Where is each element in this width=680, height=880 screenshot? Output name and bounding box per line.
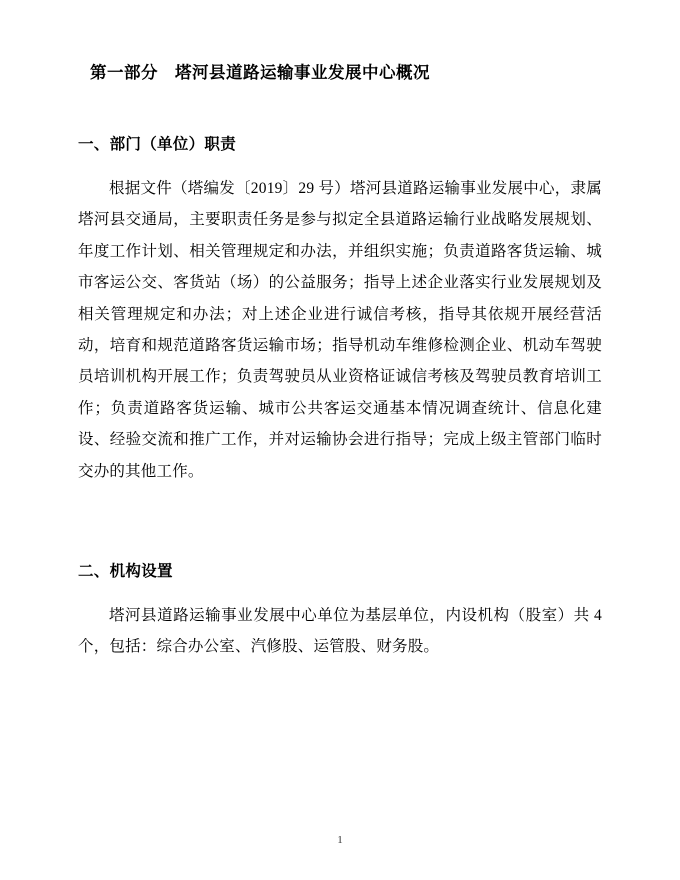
section-heading-duties: 一、部门（单位）职责 [78, 136, 237, 154]
page-number: 1 [337, 834, 343, 846]
section-heading-organization: 二、机构设置 [78, 563, 173, 581]
section-paragraph-organization: 塔河县道路运输事业发展中心单位为基层单位，内设机构（股室）共 4 个，包括：综合办公室、汽修股、运管股、财务股。 [78, 606, 602, 656]
page-title: 第一部分 塔河县道路运输事业发展中心概况 [90, 63, 430, 82]
section-paragraph-duties: 根据文件（塔编发〔2019〕29 号）塔河县道路运输事业发展中心，隶属塔河县交通局，主要职责任务是参与拟定全县道路运输行业战略发展规划、年度工作计划、相关管理规定和办法，并组织实施；负责道路客货运输、城市客运公交、客货站（场）的公益服务；指导上述企业落实行业发展规划及相关管理规定和办法；对上述企业进行诚信考核，指导其依规开展经营活动，培育和规范道路客货运输市场；指导机动车维修检测企业、机动车驾驶员培训机构开展工作；负责驾驶员从业资格证诚信考核及驾驶员教育培训工作；负责道路客货运输、城市公共客运交通基本情况调查统计、信息化建设、经验交流和推广工作，并对运输协会进行指导；完成上级主管部门临时交办的其他工作。 [78, 179, 602, 480]
